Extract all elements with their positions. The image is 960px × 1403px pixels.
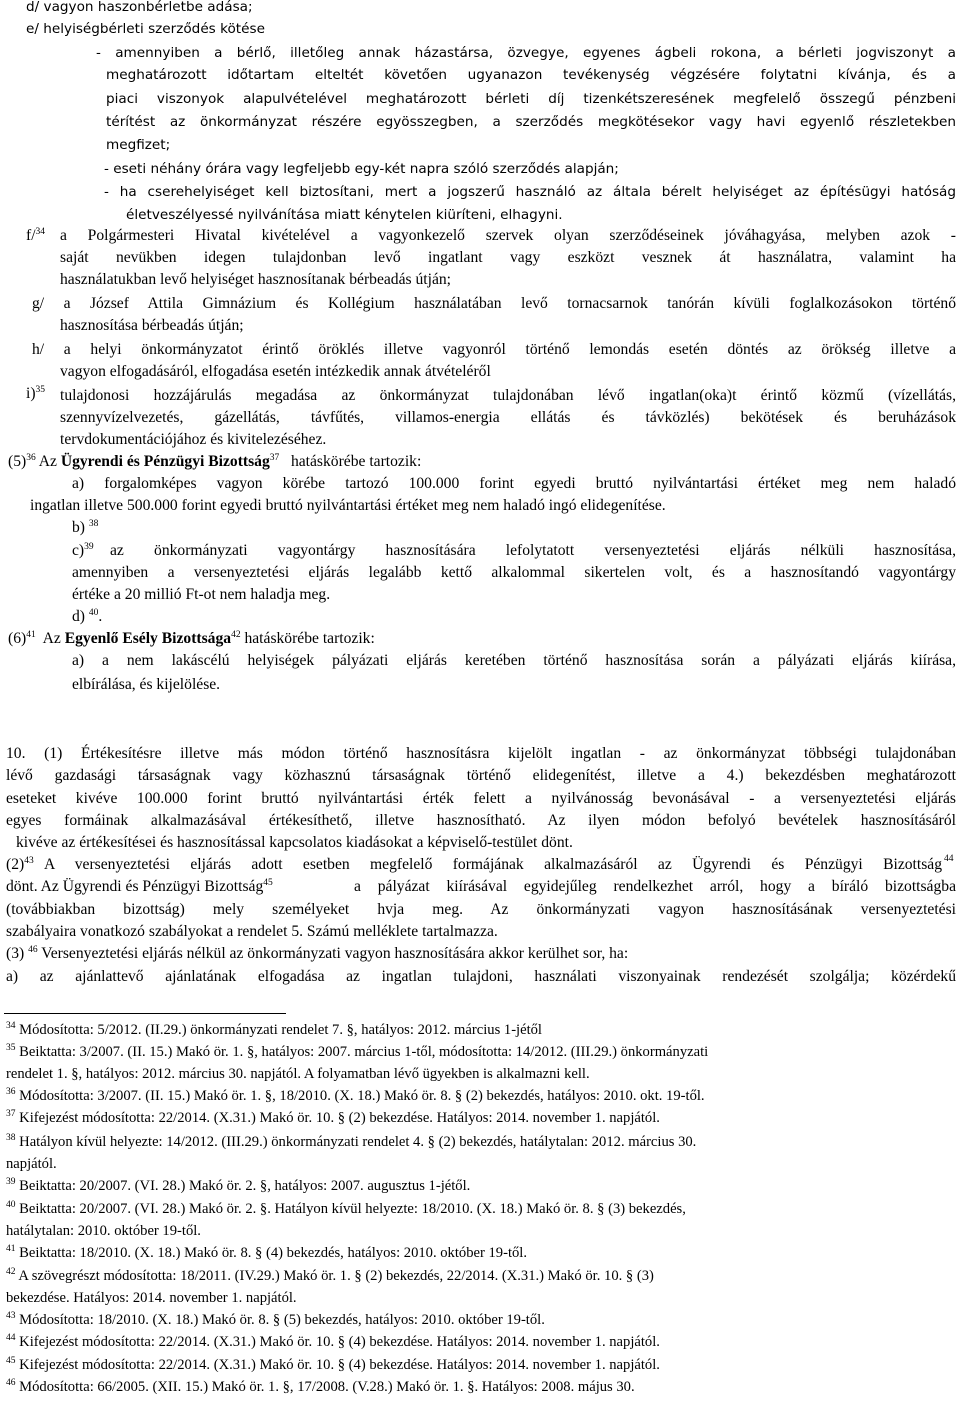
footnote-41: $^{41}$ Beiktatta: 18/2010. (X. 18.) Makó ör. 8. § (4) bekezdés, hatályos: 2010. október 19-től. <box>6 1244 528 1261</box>
item-e-sub3-line1: - ha cserehelyiséget kell biztosítani, mert a jogszerű használó az általa bérelt helyiséget az építésügyi hatóság <box>104 184 956 200</box>
item-f-line3: használatukban levő helyiséget hasznosítanak bérbeadás útján; <box>60 271 452 288</box>
paragraph-5-c-line3: értéke a 20 millió Ft-ot nem haladja meg. <box>72 586 331 603</box>
paragraph-6-heading: $(6)^{41}$ Az Egyenlő Esély Bizottsága$^{42}$ hatáskörébe tartozik: <box>8 630 375 647</box>
item-i-line1: tulajdonosi hozzájárulás megadása az önkormányzat tulajdonában lévő ingatlan(oka)t érintő közmű (vízellátás, <box>60 387 956 404</box>
paragraph-6-a-line2: elbírálása, és kijelölése. <box>72 676 221 693</box>
item-f-line2: saját nevükben idegen tulajdonban levő ingatlant vagy eszközt vesznek át használatra, valamint ha <box>60 249 956 266</box>
item-e-sub1-line3: piaci viszonyok alapulvételével meghatározott bérleti díj tizenkétszeresének megfelelő összegű pénzbeni <box>106 91 956 107</box>
item-f-line1: a Polgármesteri Hivatal kivételével a vagyonkezelő szervek olyan szerződéseinek jóváhagyása, melyben azok - <box>60 227 956 244</box>
footnote-34: $^{34}$ Módosította: 5/2012. (II.29.) önkormányzati rendelet 7. §, hatályos: 2012. március 1-jétől <box>6 1021 542 1038</box>
footnote-separator <box>4 1013 286 1014</box>
item-h-line1: h/ a helyi önkormányzatot érintő öröklés illetve vagyonról történő lemondás esetén döntés az örökség illetve a <box>32 341 956 358</box>
section-10-line3: eseteket kivéve 100.000 forint bruttó nyilvántartási érték felett a nyilvánosság bevonásával - a versenyeztetési eljárás <box>6 790 956 807</box>
item-e-sub1-line1: - amennyiben a bérlő, illetőleg annak házastársa, özvegye, egyenes ágbeli rokona, a bérleti jogviszonyt a <box>96 45 956 61</box>
section-10-line1: 10. (1) Értékesítésre illetve más módon történő hasznosításra kijelölt ingatlan - az önkormányzat többségi tulajdonában <box>6 745 956 762</box>
item-i-line3: tervdokumentációjához és kivitelezéséhez. <box>60 431 327 448</box>
section-10-2-line2-a: dönt. Az Ügyrendi és Pénzügyi Bizottság$^{45}$ <box>6 878 273 895</box>
footnote-44: $^{44}$ Kifejezést módosította: 22/2014. (X.31.) Makó ör. 10. § (4) bekezdése. Hatályos: 2014. november 1. napjától. <box>6 1333 660 1350</box>
footnote-45: $^{45}$ Kifejezést módosította: 22/2014. (X.31.) Makó ör. 10. § (4) bekezdése. Hatályos: 2014. november 1. napjától. <box>6 1356 660 1373</box>
item-e-sub2: - eseti néhány órára vagy legfeljebb egy-két napra szóló szerződés alapján; <box>104 161 619 177</box>
section-10-2-line4: szabályaira vonatkozó szabályokat a rendelet 5. Számú melléklete tartalmazza. <box>6 923 498 940</box>
paragraph-5-a-line2: ingatlan illetve 500.000 forint egyedi bruttó nyilvántartási értéket meg nem haladó ingó elidegenítése. <box>30 497 666 514</box>
footnote-40-cont: hatálytalan: 2010. október 19-től. <box>6 1223 201 1239</box>
section-10-3: (3) $^{46}$ Versenyeztetési eljárás nélkül az önkormányzati vagyon hasznosítására akkor kerülhet sor, ha: <box>6 945 629 962</box>
paragraph-5-c-line2: amennyiben a versenyeztetési eljárás legalább kettő alkalommal sikertelen volt, és a hasznosítandó vagyontárgy <box>72 564 956 581</box>
paragraph-5-d: d) $^{40}$. <box>72 608 103 625</box>
item-g-line2: hasznosítása bérbeadás útján; <box>60 317 244 334</box>
section-10-line4: egyes formáinak alkalmazásával értékesíthető, illetve hasznosítható. Az ilyen módon befolyó bevételek hasznosításáról <box>6 812 956 829</box>
footnote-42: $^{42}$ A szövegrészt módosította: 18/2011. (IV.29.) Makó ör. 1. § (2) bekezdés, 22/2014. (X.31.) Makó ör. 10. § (3) <box>6 1267 654 1284</box>
item-e-sub3-line2: életveszélyessé nyilvánítása miatt kénytelen kiüríteni, elhagyni. <box>126 207 563 223</box>
section-10-2-line1: A versenyeztetési eljárás adott esetben megfelelő formájának alkalmazásáról az Ügyrendi és Pénzügyi Bizottság <box>44 856 942 873</box>
item-i-line2: szennyvízelvezetés, gázellátás, távfűtés, villamos-energia ellátás és távközlés) bekötések és beruházások <box>60 409 956 426</box>
footnote-39: $^{39}$ Beiktatta: 20/2007. (VI. 28.) Makó ör. 2. §, hatályos: 2007. augusztus 1-jétől. <box>6 1177 471 1194</box>
footnote-36: $^{36}$ Módosította: 3/2007. (II. 15.) Makó ör. 1. §, 18/2010. (X. 18.) Makó ör. 8. § (2) bekezdés, hatályos: 2010. okt. 19-től. <box>6 1087 705 1104</box>
footnote-37: $^{37}$ Kifejezést módosította: 22/2014. (X.31.) Makó ör. 10. § (2) bekezdése. Hatályos: 2014. november 1. napjától. <box>6 1109 660 1126</box>
item-f-label: f/$^{34}$ <box>26 227 46 244</box>
item-g-line1: g/ a József Attila Gimnázium és Kollégium használatában levő tornacsarnok tanórán kívüli foglalkozásokon történő <box>32 295 956 312</box>
footnote-35: $^{35}$ Beiktatta: 3/2007. (II. 15.) Makó ör. 1. §, hatályos: 2007. március 1-től, módosította: 14/2012. (III.29.) önkormányzati <box>6 1043 709 1060</box>
item-i-label: i)$^{35}$ <box>26 385 46 402</box>
footnote-35-cont: rendelet 1. §, hatályos: 2012. március 30. napjától. A folyamatban lévő ügyekben is alkalmazni kell. <box>6 1066 590 1082</box>
item-e: e/ helyiségbérleti szerződés kötése <box>26 21 265 37</box>
section-10-2-line2-b: a pályázat kiírásával egyidejűleg rendelkezhet arról, hogy a bíráló bizottságba <box>354 878 956 895</box>
item-d: d/ vagyon haszonbérletbe adása; <box>26 0 253 15</box>
paragraph-5-heading: $(5)^{36}$ Az Ügyrendi és Pénzügyi Bizottság$^{37}$ hatáskörébe tartozik: <box>8 453 422 470</box>
section-10-line5: kivéve az értékesítései és hasznosítással kapcsolatos kiadásokat a képviselő-testület dönt. <box>16 834 573 851</box>
item-e-sub1-line2: meghatározott időtartam elteltét követően ugyanazon tevékenység végzésére folytatni kívánja, és a <box>106 67 956 83</box>
footnote-38: $^{38}$ Hatályon kívül helyezte: 14/2012. (III.29.) önkormányzati rendelet 4. § (2) bekezdés, hatálytalan: 2012. március 30. <box>6 1133 697 1150</box>
item-h-line2: vagyon elfogadásáról, elfogadása esetén intézkedik annak átvételéről <box>60 363 491 380</box>
section-10-line2: lévő gazdasági társaságnak vagy közhasznú társaságnak történő elidegenítést, illetve a 4.) bekezdésben meghatározott <box>6 767 956 784</box>
section-10-2-line3: (továbbiakban bizottság) mely személyeket hvja meg. Az önkormányzati vagyon hasznosításának versenyeztetési <box>6 901 956 918</box>
section-10-2-label: $(2)^{43}$ <box>6 856 34 873</box>
footnote-43: $^{43}$ Módosította: 18/2010. (X. 18.) Makó ör. 8. § (5) bekezdés, hatályos: 2010. október 19-től. <box>6 1311 545 1328</box>
item-e-sub1-line4: térítést az önkormányzat részére egyösszegben, a szerződés megkötésekor vagy havi egyenlő részletekben <box>106 114 956 130</box>
paragraph-6-a-line1: a) a nem lakáscélú helyiségek pályázati eljárás keretében történő hasznosítása során a pályázati eljárás kiírása, <box>72 652 956 669</box>
section-10-3-a: a) az ajánlattevő ajánlatának elfogadása az ingatlan tulajdoni, használati viszonyainak rendezését szolgálja; közérdekű <box>6 968 956 985</box>
footnote-38-cont: napjától. <box>6 1156 57 1172</box>
section-10-2-fnref: 44 <box>944 854 954 864</box>
footnote-46: $^{46}$ Módosította: 66/2005. (XII. 15.) Makó ör. 1. §, 17/2008. (V.28.) Makó ör. 1. §. Hatályos: 2008. május 30. <box>6 1378 635 1395</box>
paragraph-5-c-label: c)$^{39}$ <box>72 542 94 559</box>
footnote-40: $^{40}$ Beiktatta: 20/2007. (VI. 28.) Makó ör. 2. §. Hatályon kívül helyezte: 18/2010. (X. 18.) Makó ör. 8. § (3) bekezdés, <box>6 1200 686 1217</box>
item-e-sub1-line5: megfizet; <box>106 137 171 153</box>
paragraph-5-a-line1: a) forgalomképes vagyon körébe tartozó 100.000 forint egyedi bruttó nyilvántartási értéket meg nem haladó <box>72 475 956 492</box>
paragraph-5-c-line1: az önkormányzati vagyontárgy hasznosítására lefolytatott versenyeztetési eljárás nélküli hasznosítása, <box>110 542 956 559</box>
footnote-42-cont: bekezdése. Hatályos: 2014. november 1. napjától. <box>6 1290 297 1306</box>
paragraph-5-b: b) $^{38}$ <box>72 519 99 536</box>
